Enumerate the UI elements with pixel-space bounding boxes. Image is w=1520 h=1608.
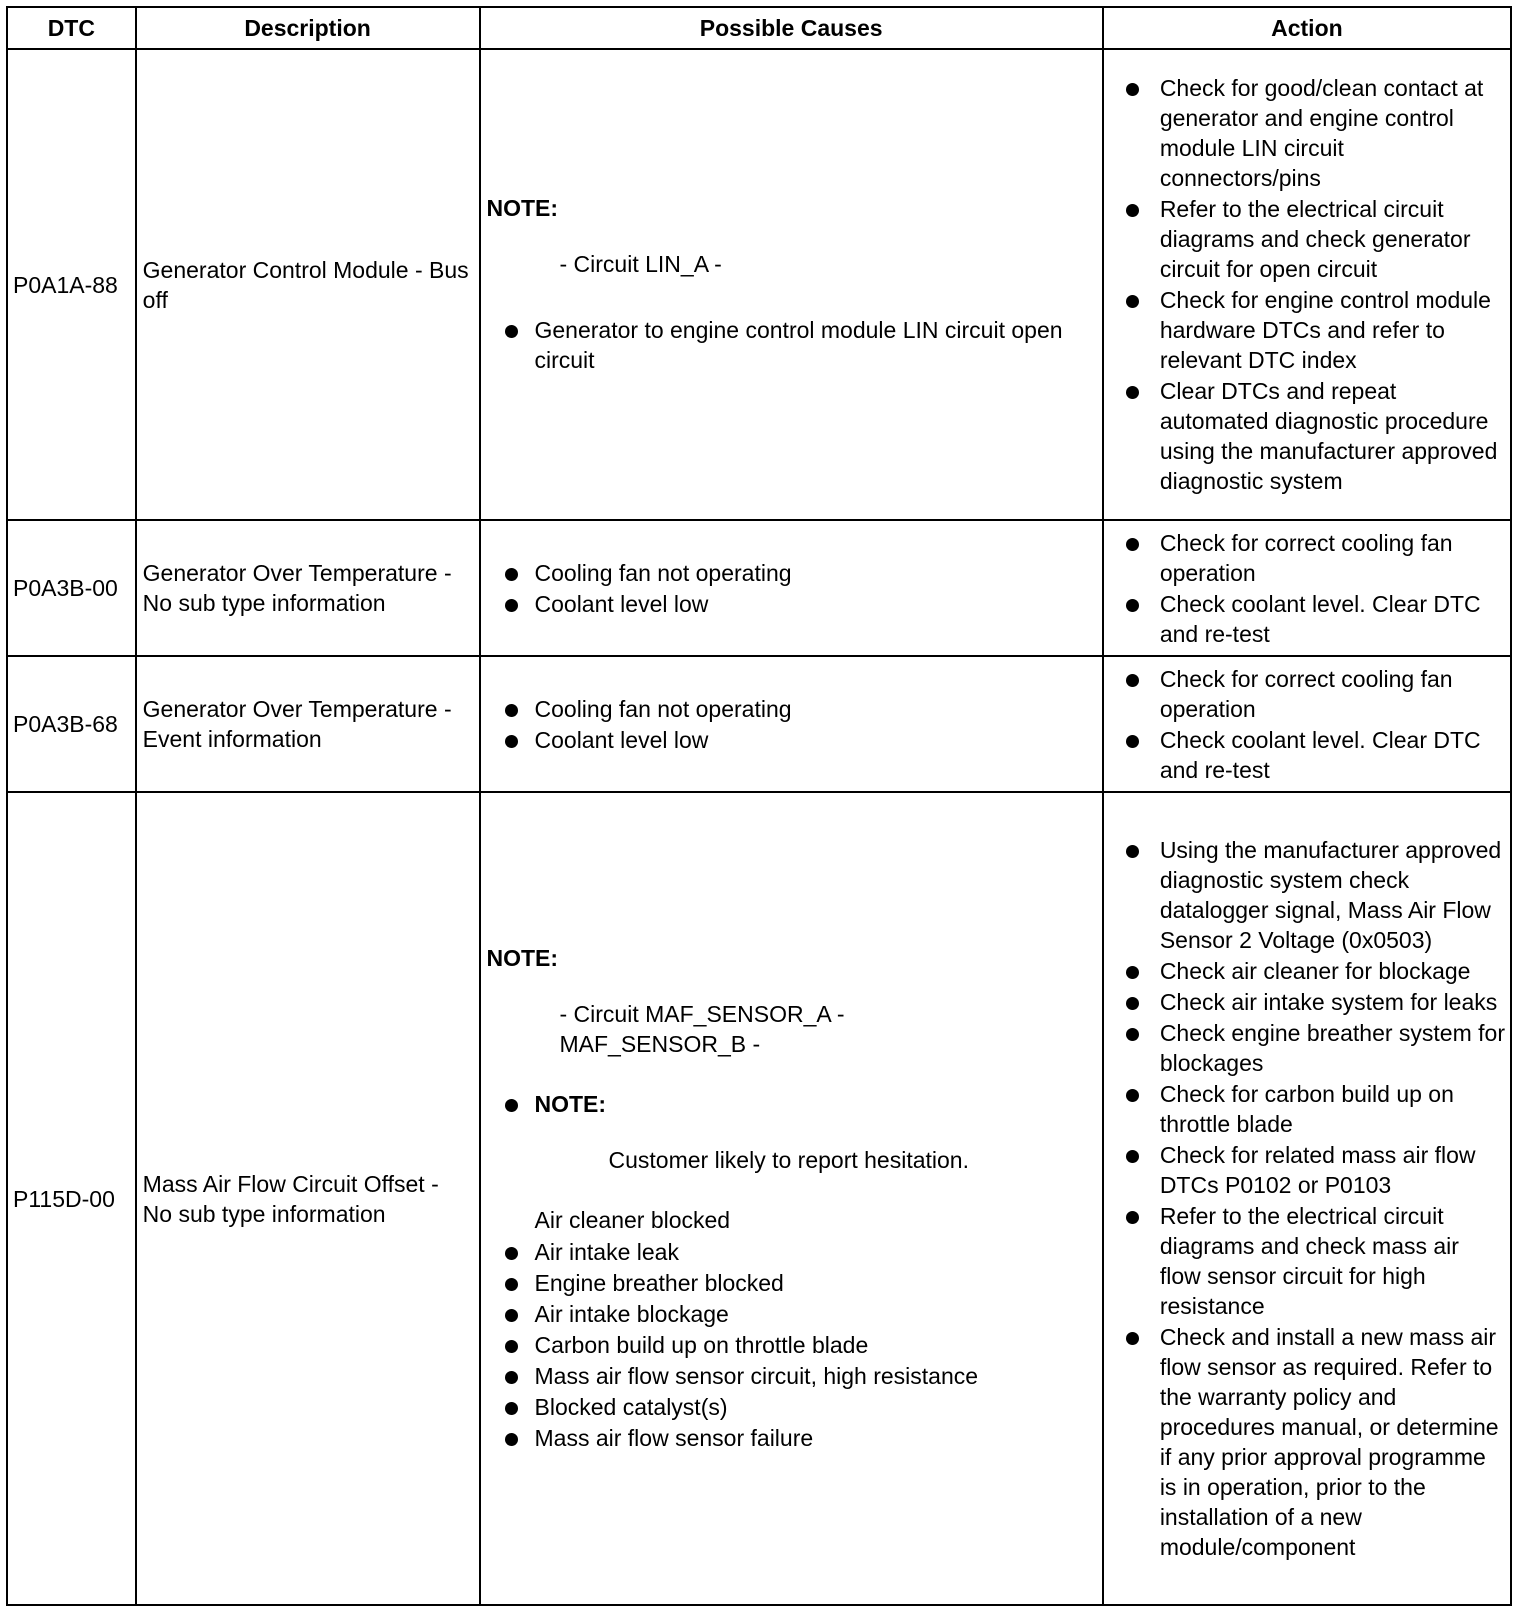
list-item: Generator to engine control module LIN circuit open circuit xyxy=(487,315,1096,375)
action-list xyxy=(1122,835,1506,1562)
dtc-description: Generator Over Temperature - No sub type information xyxy=(136,520,480,656)
header-row xyxy=(7,7,1511,49)
header-dtc: DTC xyxy=(7,7,136,49)
dtc-description: Mass Air Flow Circuit Offset - No sub type information xyxy=(136,792,480,1605)
dtc-code: P115D-00 xyxy=(7,792,136,1605)
list-item: Coolant level low xyxy=(487,589,1096,619)
cause-list xyxy=(487,694,1096,755)
list-item: Check and install a new mass air flow sensor as required. Refer to the warranty policy and procedures manual, or determine if any prior approval programme is in operation, prior to the installation of a new module/component xyxy=(1122,1322,1506,1562)
dtc-code: P0A3B-68 xyxy=(7,656,136,792)
list-item: Check air intake system for leaks xyxy=(1122,987,1506,1017)
list-item: Air intake blockage xyxy=(487,1299,1096,1329)
list-item: Blocked catalyst(s) xyxy=(487,1392,1096,1422)
list-item: Engine breather blocked xyxy=(487,1268,1096,1298)
note-label: NOTE: xyxy=(486,195,559,221)
circuit-name: - Circuit LIN_A - xyxy=(559,251,722,277)
list-item: Check for correct cooling fan operation xyxy=(1122,528,1506,588)
list-item xyxy=(487,1089,1096,1119)
possible-causes xyxy=(480,656,1103,792)
possible-causes xyxy=(480,520,1103,656)
cause-list xyxy=(487,315,1096,375)
circuit-name: - Circuit MAF_SENSOR_A - MAF_SENSOR_B - xyxy=(559,1001,845,1057)
list-item: Check for engine control module hardware DTCs and refer to relevant DTC index xyxy=(1122,285,1506,375)
table-row xyxy=(7,520,1511,656)
list-item: Cooling fan not operating xyxy=(487,558,1096,588)
header-action: Action xyxy=(1103,7,1511,49)
possible-causes xyxy=(480,792,1103,1605)
list-item: Cooling fan not operating xyxy=(487,694,1096,724)
list-item: Check for correct cooling fan operation xyxy=(1122,664,1506,724)
action-list xyxy=(1122,73,1506,496)
list-item: Check engine breather system for blockages xyxy=(1122,1018,1506,1078)
list-item: Clear DTCs and repeat automated diagnostic procedure using the manufacturer approved diagnostic system xyxy=(1122,376,1506,496)
dtc-description: Generator Control Module - Bus off xyxy=(136,49,480,520)
first-cause: Air cleaner blocked xyxy=(534,1207,731,1233)
possible-causes xyxy=(480,49,1103,520)
dtc-table xyxy=(6,6,1512,1606)
action-cell xyxy=(1103,792,1511,1605)
list-item: Mass air flow sensor circuit, high resistance xyxy=(487,1361,1096,1391)
dtc-code: P0A3B-00 xyxy=(7,520,136,656)
list-item: Check air cleaner for blockage xyxy=(1122,956,1506,986)
dtc-description: Generator Over Temperature - Event information xyxy=(136,656,480,792)
action-list xyxy=(1122,664,1506,785)
table-row xyxy=(7,49,1511,520)
action-cell xyxy=(1103,656,1511,792)
action-list xyxy=(1122,528,1506,649)
list-item: Check for carbon build up on throttle blade xyxy=(1122,1079,1506,1139)
header-description: Description xyxy=(136,7,480,49)
dtc-code: P0A1A-88 xyxy=(7,49,136,520)
list-item: Using the manufacturer approved diagnostic system check datalogger signal, Mass Air Flow Sensor 2 Voltage (0x0503) xyxy=(1122,835,1506,955)
sub-note-label: NOTE: xyxy=(534,1091,607,1117)
list-item: Check coolant level. Clear DTC and re-test xyxy=(1122,589,1506,649)
sub-note-list xyxy=(487,1089,1096,1119)
table-row xyxy=(7,792,1511,1605)
sub-note-text: Customer likely to report hesitation. xyxy=(608,1147,969,1173)
action-cell xyxy=(1103,520,1511,656)
list-item: Refer to the electrical circuit diagrams and check mass air flow sensor circuit for high resistance xyxy=(1122,1201,1506,1321)
list-item: Check coolant level. Clear DTC and re-test xyxy=(1122,725,1506,785)
header-causes: Possible Causes xyxy=(480,7,1103,49)
list-item: Coolant level low xyxy=(487,725,1096,755)
list-item: Carbon build up on throttle blade xyxy=(487,1330,1096,1360)
list-item: Refer to the electrical circuit diagrams and check generator circuit for open circuit xyxy=(1122,194,1506,284)
list-item: Air intake leak xyxy=(487,1237,1096,1267)
note-label: NOTE: xyxy=(486,945,559,971)
cause-list xyxy=(487,558,1096,619)
list-item: Check for related mass air flow DTCs P0102 or P0103 xyxy=(1122,1140,1506,1200)
action-cell xyxy=(1103,49,1511,520)
cause-list xyxy=(487,1237,1096,1453)
table-row xyxy=(7,656,1511,792)
list-item: Mass air flow sensor failure xyxy=(487,1423,1096,1453)
list-item: Check for good/clean contact at generator and engine control module LIN circuit connectors/pins xyxy=(1122,73,1506,193)
